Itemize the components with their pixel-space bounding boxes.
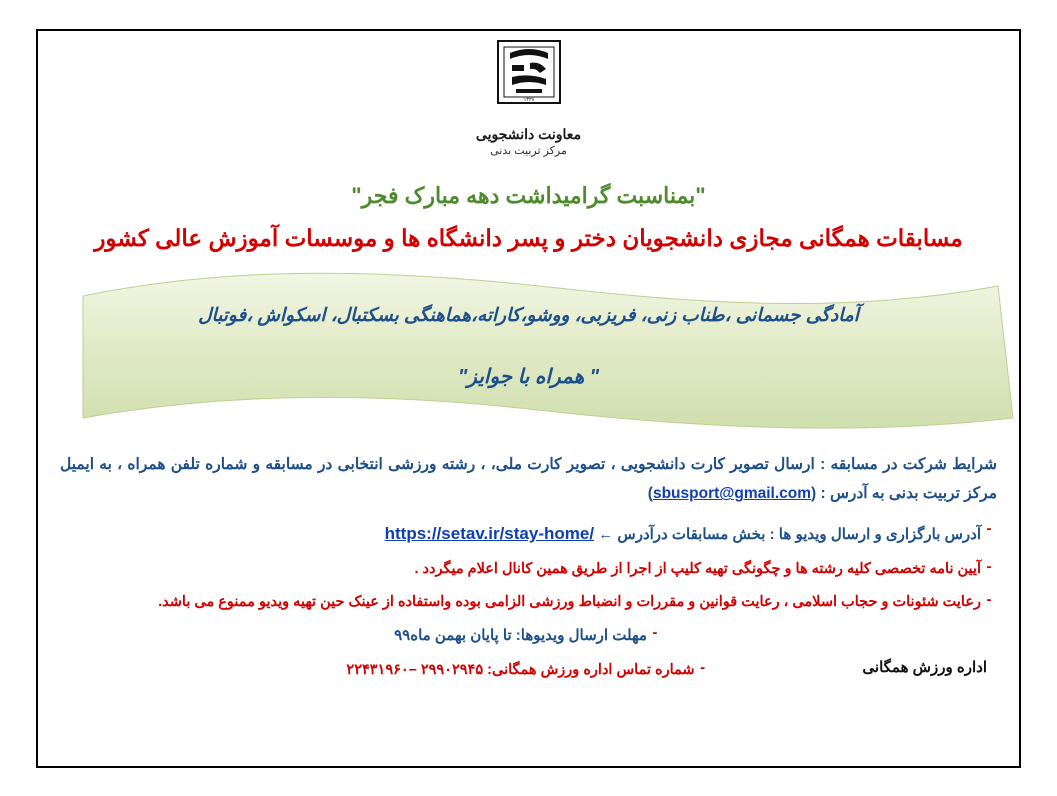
shahid-beheshti-university-emblem-icon (490, 39, 568, 117)
heading-occasion: "بمناسبت گرامیداشت دهه مبارک فجر" (351, 183, 706, 208)
list-item (60, 623, 997, 649)
poster-container (36, 29, 1021, 768)
bullet-dress-code: رعایت شئونات و حجاب اسلامی ، رعایت قوانین و مقررات و انضباط ورزشی الزامی بوده واستفاده از عینک حین تهیه ویدیو ممنوع می باشد. (158, 594, 981, 610)
bullet-regulations: آیین نامه تخصصی کلیه رشته ها و چگونگی تهیه کلیپ از اجرا از طریق همین کانال اعلام میگردد . (414, 560, 981, 577)
conditions-paragraph (60, 450, 997, 509)
bullet-deadline: مهلت ارسال ویدیوها: تا پایان بهمن ماه۹۹ (394, 627, 647, 645)
bullet-dash: - (700, 658, 706, 676)
list-item (60, 519, 997, 549)
bullet-upload-label: آدرس بارگزاری و ارسال ویدیو ها : بخش مسابقات درآدرس (617, 525, 981, 543)
bullet-contact-number: شماره تماس اداره ورزش همگانی: ۲۹۹۰۲۹۴۵ –۲۲۴۳۱۹۶۰ (346, 661, 695, 678)
body-content (38, 450, 1019, 683)
list-item (60, 590, 997, 615)
banner-sports-list: آمادگی جسمانی ،طناب زنی، فریزبی، ووشو،کاراته،هماهنگی بسکتبال، اسکواش ،فوتبال (198, 304, 859, 325)
email-link[interactable]: sbusport@gmail.com (652, 485, 812, 503)
org-name-line2: مرکز تربیت بدنی (490, 145, 567, 157)
bullet-dash: - (986, 591, 992, 608)
footer-signature: اداره ورزش همگانی (862, 658, 987, 676)
bullet-dash: - (652, 624, 658, 642)
logo-block (38, 31, 1019, 157)
list-item (60, 658, 997, 683)
heading-title: مسابقات همگانی مجازی دانشجویان دختر و پسر دانشگاه ها و موسسات آموزش عالی کشور (94, 225, 963, 251)
org-name-line1: معاونت دانشجویی (475, 126, 582, 142)
banner-prize-note: " همراه با جوایز" (457, 366, 600, 388)
bullet-upload-address (60, 519, 981, 549)
setav-url-link[interactable]: https://setav.ir/stay-home/ (384, 523, 595, 543)
bullet-list (60, 519, 997, 683)
conditions-text-part2: ) (647, 485, 653, 503)
conditions-label: شرایط شرکت در مسابقه : (820, 456, 997, 473)
bullet-dash: - (986, 519, 992, 537)
arrow-icon: ← (598, 525, 614, 543)
banner-wave (38, 268, 1019, 438)
bullet-dash: - (986, 557, 992, 575)
conditions-text-part1: ارسال تصویر کارت دانشجویی ، تصویر کارت ملی، ، رشته ورزشی انتخابی در مسابقه و شماره تلفن همراه ، به ایمیل مرکز تربیت بدنی به آدرس : ( (60, 456, 997, 503)
svg-text:۱۳۳۸: ۱۳۳۸ (523, 97, 534, 103)
list-item (60, 557, 997, 582)
